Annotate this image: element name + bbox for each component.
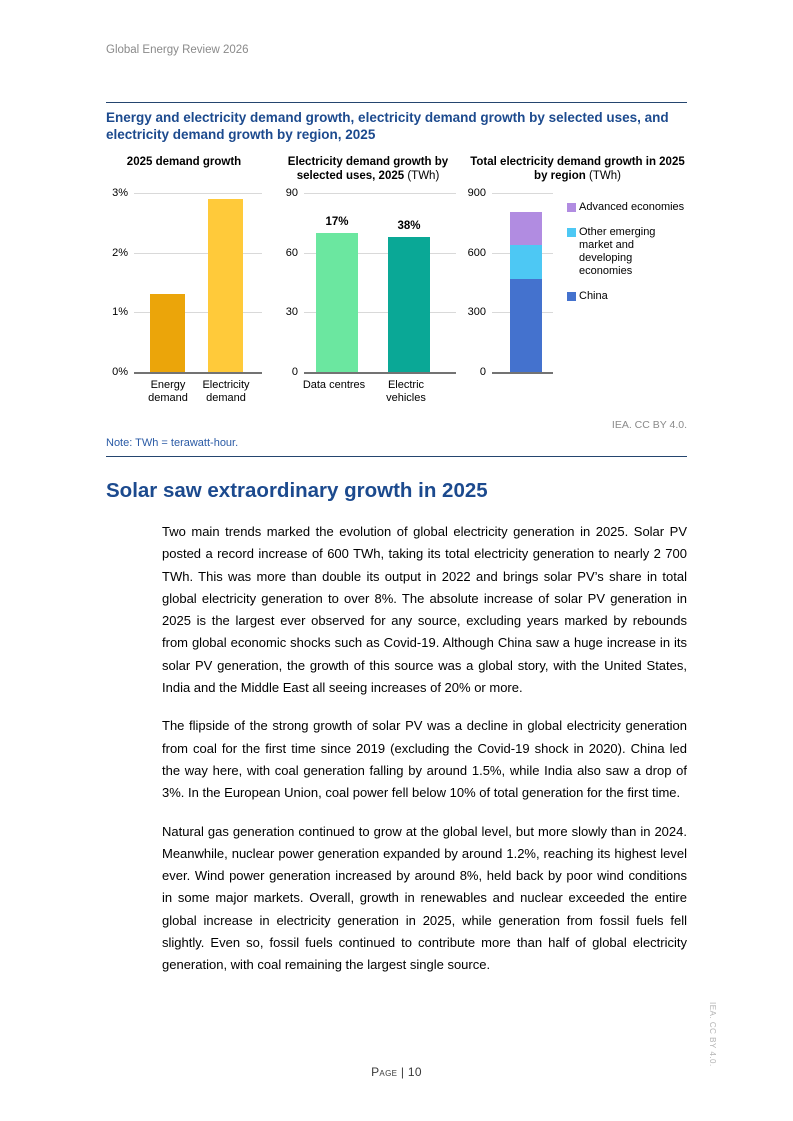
y-axis xyxy=(280,187,304,378)
y-axis xyxy=(467,187,492,378)
y-tick-label: 1% xyxy=(112,306,128,319)
y-tick-label: 300 xyxy=(467,306,486,319)
legend-label: Other emerging market and developing economies xyxy=(579,226,656,277)
page-number: Page | 10 xyxy=(371,1065,422,1079)
bar-electric-vehicles xyxy=(388,219,430,372)
section-heading: Solar saw extraordinary growth in 2025 xyxy=(106,479,488,502)
segment-advanced xyxy=(510,212,542,245)
y-tick-label: 600 xyxy=(467,246,486,259)
chart-by-region xyxy=(468,156,687,413)
y-tick-label: 2% xyxy=(112,246,128,259)
x-axis-labels xyxy=(106,379,262,413)
plot-area xyxy=(492,193,553,374)
y-tick-label: 60 xyxy=(285,246,298,259)
y-tick-label: 0 xyxy=(291,366,298,378)
segment-other-emerging xyxy=(510,245,542,279)
chart-title: Total electricity demand growth in 2025 by region (TWh) xyxy=(470,156,685,182)
divider-mid xyxy=(106,456,687,457)
body-text xyxy=(162,521,687,977)
chart-legend xyxy=(567,193,685,374)
chart-selected-uses xyxy=(280,156,456,413)
gridline xyxy=(304,193,456,194)
category-label: Data centres xyxy=(302,379,366,391)
plot-area xyxy=(304,193,456,374)
x-axis-labels xyxy=(280,379,456,413)
legend-swatch-china xyxy=(567,292,576,301)
segment-china xyxy=(510,279,542,372)
charts-row xyxy=(106,156,687,413)
legend-item xyxy=(567,201,685,214)
figure-title: Energy and electricity demand growth, electricity demand growth by selected uses, and electricity demand growth by region, 2025 xyxy=(106,110,669,142)
y-tick-label: 0 xyxy=(479,366,486,378)
attribution: IEA. CC BY 4.0. xyxy=(611,419,687,431)
divider-top xyxy=(106,102,687,103)
y-tick-label: 900 xyxy=(467,187,486,199)
bar-electricity-demand xyxy=(208,199,243,372)
gridline xyxy=(134,193,262,194)
y-tick-label: 90 xyxy=(285,187,298,199)
legend-item xyxy=(567,226,685,278)
chart-title: 2025 demand growth xyxy=(126,156,242,168)
stacked-bar xyxy=(510,193,542,372)
data-label: 17% xyxy=(325,215,349,228)
legend-swatch-other-emerging xyxy=(567,228,576,237)
page-header: Global Energy Review 2026 xyxy=(106,44,249,56)
legend-label: China xyxy=(579,290,608,302)
vertical-attribution: IEA. CC BY 4.0. xyxy=(708,1002,717,1067)
plot-area xyxy=(134,193,262,374)
chart-demand-growth xyxy=(106,156,262,413)
paragraph: The flipside of the strong growth of solar PV was a decline in global electricity generation from coal for the first time since 2019 (excluding the Covid-19 shock in 2020). China led the way here, with coal generation falling by around 1.5%, while India also saw a drop of 3%. In the European Union, coal power fell below 10% of total generation for the first time. xyxy=(162,718,687,801)
bar-data-centres xyxy=(316,215,358,372)
category-label: Energy demand xyxy=(148,379,188,404)
category-label: Electricity demand xyxy=(202,379,250,404)
y-tick-label: 30 xyxy=(285,306,298,319)
bar-energy-demand xyxy=(150,294,185,372)
y-tick-label: 0% xyxy=(112,366,128,378)
note-text: Note: TWh = terawatt-hour. xyxy=(106,437,239,449)
chart-title: Electricity demand growth by selected uses, 2025 (TWh) xyxy=(287,156,449,182)
paragraph: Natural gas generation continued to grow at the global level, but more slowly than in 2024. Meanwhile, nuclear power generation expanded by around 1.2%, reaching its highest level ever. Wind power generation increased by around 8%, held back by poor wind conditions in some major markets. Overall, growth in renewables and nuclear exceeded the entire global increase in electricity generation in 2025, while generation from fossil fuels fell slightly. Even so, fossil fuels continued to contribute more than half of global electricity generation, with coal remaining the largest single source. xyxy=(162,823,687,973)
data-label: 38% xyxy=(397,219,421,232)
legend-label: Advanced economies xyxy=(579,201,685,213)
y-axis xyxy=(106,187,134,378)
category-label: Electric vehicles xyxy=(386,379,426,404)
legend-item xyxy=(567,290,685,303)
legend-swatch-advanced xyxy=(567,203,576,212)
paragraph: Two main trends marked the evolution of global electricity generation in 2025. Solar PV posted a record increase of 600 TWh, taking its total electricity generation to nearly 2 700 TWh. This was more than double its output in 2022 and brings solar PV’s share in total global electricity generation to over 8%. The absolute increase of solar PV generation in 2025 is the largest ever observed for any source, excluding years marked by rebounds from global economic shocks such as Covid-19. Although China saw a huge increase in its solar PV generation, the growth of this source was a global story, with the United States, India and the Middle East all seeing increases of 20% or more. xyxy=(162,524,687,696)
y-tick-label: 3% xyxy=(112,187,128,199)
